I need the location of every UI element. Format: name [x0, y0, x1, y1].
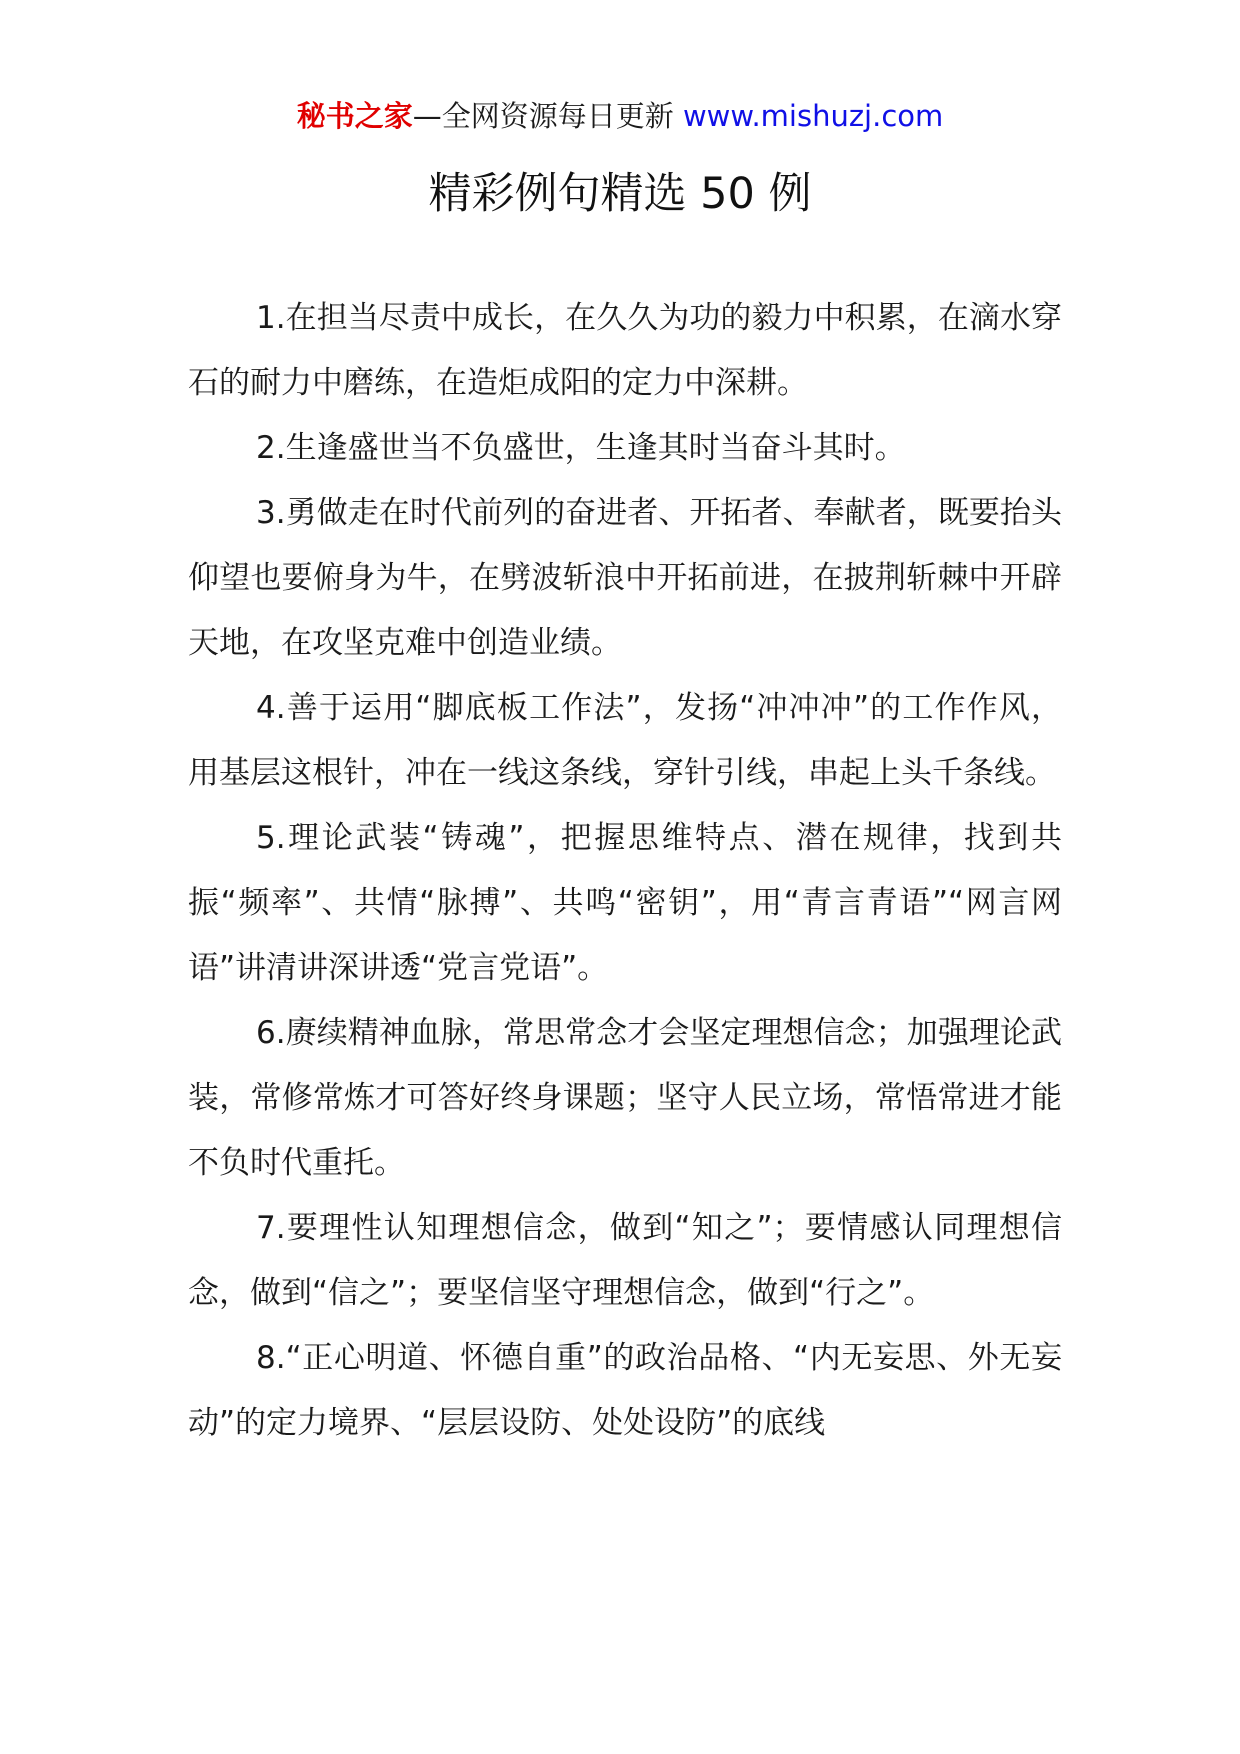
site-tagline: —全网资源每日更新: [412, 99, 674, 133]
site-name: 秘书之家: [296, 99, 413, 133]
site-header: [0, 96, 1240, 136]
document-body: [188, 286, 1062, 1456]
paragraph-6: 6.赓续精神血脉，常思常念才会坚定理想信念；加强理论武装，常修常炼才可答好终身课题；坚守人民立场，常悟常进才能不负时代重托。: [188, 1015, 1062, 1181]
paragraph-3: 3.勇做走在时代前列的奋进者、开拓者、奉献者，既要抬头仰望也要俯身为牛，在劈波斩浪中开拓前进，在披荆斩棘中开辟天地，在攻坚克难中创造业绩。: [188, 495, 1062, 661]
paragraph-1: 1.在担当尽责中成长，在久久为功的毅力中积累，在滴水穿石的耐力中磨练，在造炬成阳的定力中深耕。: [188, 300, 1062, 401]
paragraph-7: 7.要理性认知理想信念，做到“知之”；要情感认同理想信念，做到“信之”；要坚信坚守理想信念，做到“行之”。: [188, 1210, 1062, 1311]
paragraph-4: 4.善于运用“脚底板工作法”，发扬“冲冲冲”的工作作风，用基层这根针，冲在一线这条线，穿针引线，串起上头千条线。: [188, 690, 1062, 791]
paragraph-5: 5.理论武装“铸魂”，把握思维特点、潜在规律，找到共振“频率”、共情“脉搏”、共鸣“密钥”，用“青言青语”“网言网语”讲清讲深讲透“党言党语”。: [188, 820, 1062, 986]
document-title: 精彩例句精选 50 例: [428, 169, 812, 219]
site-url-link[interactable]: www.mishuzj.com: [682, 99, 944, 133]
paragraph-2: 2.生逢盛世当不负盛世，生逢其时当奋斗其时。: [256, 430, 906, 466]
paragraph-8: 8.“正心明道、怀德自重”的政治品格、“内无妄思、外无妄动”的定力境界、“层层设防、处处设防”的底线: [188, 1340, 1062, 1441]
